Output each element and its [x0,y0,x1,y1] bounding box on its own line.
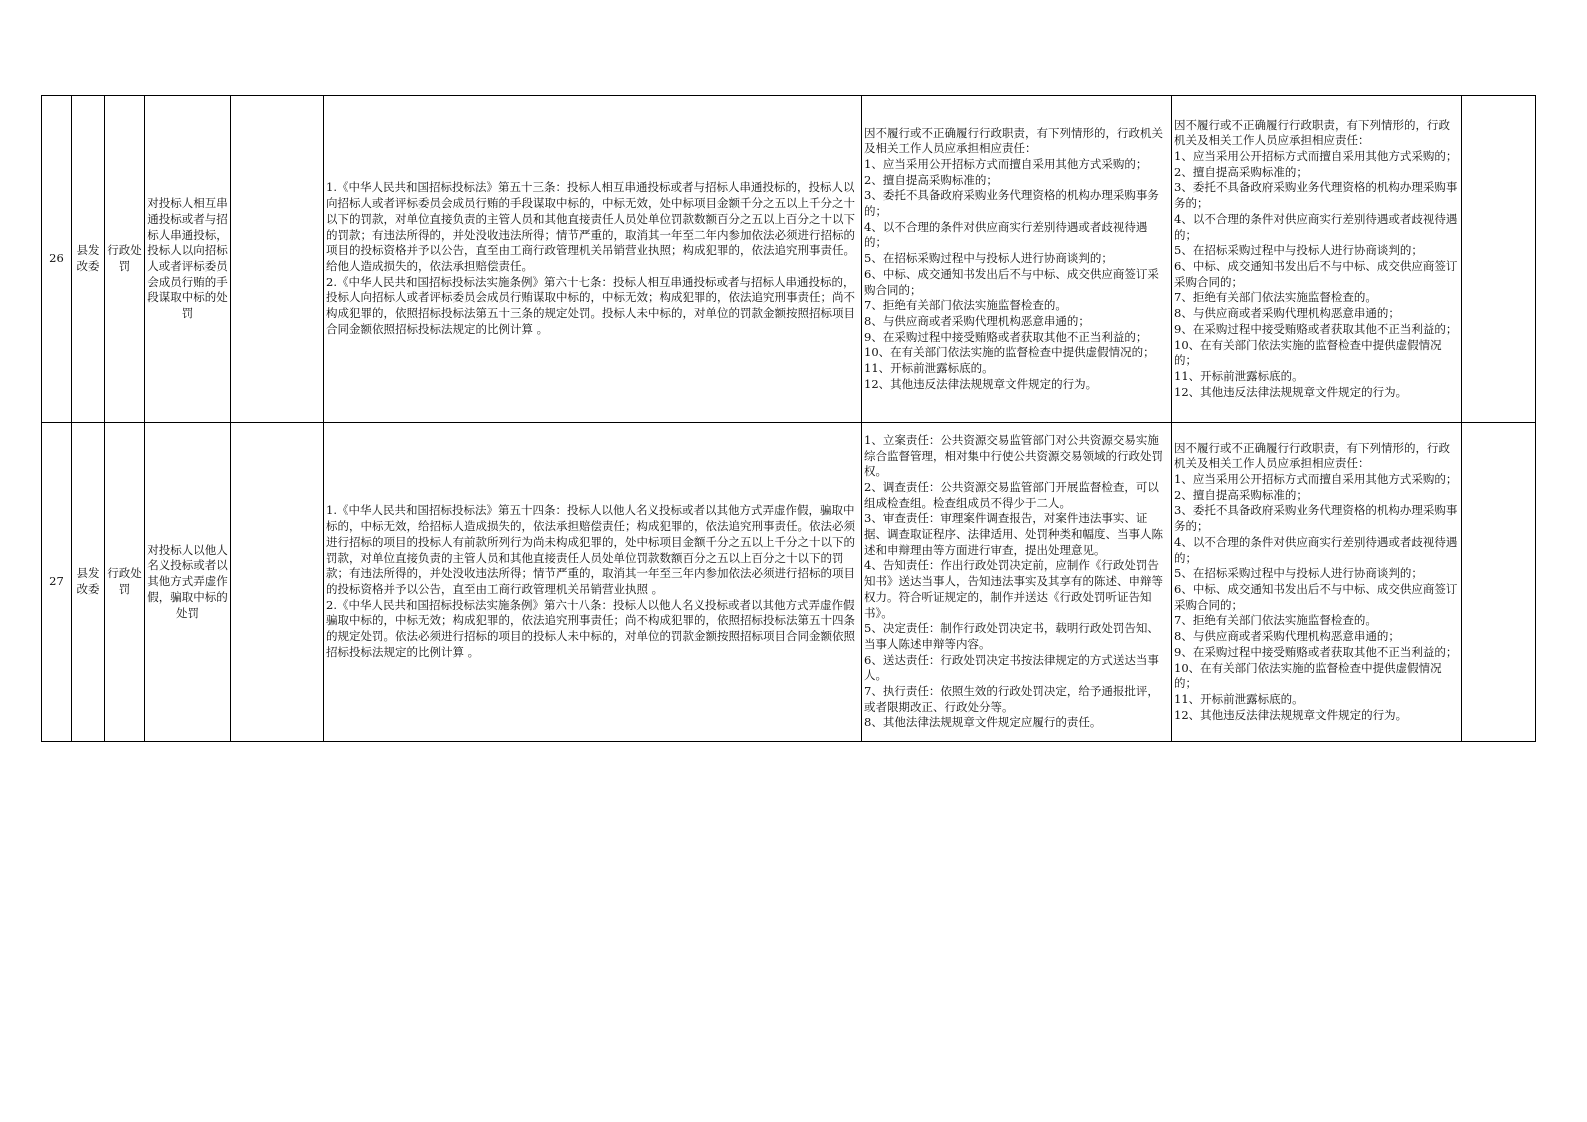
responsibility-line: 1、立案责任：公共资源交易监管部门对公共资源交易实施综合监督管理，相对集中行使公共资源交易领域的行政处罚权。 [864,432,1163,479]
responsibility-line: 1、应当采用公开招标方式而擅自采用其他方式采购的； [864,156,1148,171]
remark-cell [1462,96,1536,423]
responsibility-line: 9、在采购过程中接受贿赂或者获取其他不正当利益的； [864,329,1148,344]
power-type-cell: 行政处罚 [105,96,145,423]
basis-paragraph: 1.《中华人民共和国招标投标法》第五十三条：投标人相互串通投标或者与招标人串通投标的，投标人以向招标人或者评标委员会成员行贿的手段谋取中标的，中标无效，处中标项目金额千分之五以上千分之十以下的罚款，对单位直接负责的主管人员和其他直接责任人员处单位罚款数额百分之五以上百分之十以下的罚款；有违法所得的，并处没收违法所得；情节严重的，取消其一年至二年内参加依法必须进行招标的项目的投标资格并予以公告，直至由工商行政管理机关吊销营业执照；构成犯罪的，依法追究刑事责任。给他人造成损失的，依法承担赔偿责任。 [326,180,855,273]
liability-line: 10、在有关部门依法实施的监督检查中提供虚假情况的； [1174,660,1442,691]
responsibility-cell [862,423,1172,742]
liability-cell [1172,96,1462,423]
item-name-cell: 对投标人相互串通投标或者与招标人串通投标，投标人以向招标人或者评标委员会成员行贿的手段谋取中标的处罚 [145,96,231,423]
basis-paragraph: 2.《中华人民共和国招标投标法实施条例》第六十七条：投标人相互串通投标或者与招标人串通投标的，投标人向招标人或者评标委员会成员行贿谋取中标的，中标无效；构成犯罪的，依法追究刑事责任；尚不构成犯罪的，依照招标投标法第五十三条的规定处罚。投标人未中标的，对单位的罚款金额按照招标项目合同金额依照招标投标法规定的比例计算 。 [326,274,855,336]
responsibility-line: 12、其他违反法律法规规章文件规定的行为。 [864,376,1098,391]
subitem-cell [231,423,324,742]
table-row [42,96,1536,423]
responsibility-line: 7、执行责任：依照生效的行政处罚决定，给予通报批评，或者限期改正、行政处分等。 [864,684,1159,714]
power-type-cell: 行政处罚 [105,423,145,742]
row-index: 26 [42,96,72,423]
responsibility-line: 5、在招标采购过程中与投标人进行协商谈判的； [864,251,1113,266]
table-row [42,423,1536,742]
responsibility-line: 4、告知责任：作出行政处罚决定前，应制作《行政处罚告知书》送达当事人，告知违法事实及其享有的陈述、申辩等权力。符合听证规定的，制作并送达《行政处罚听证告知书》。 [864,558,1163,620]
row-index: 27 [42,423,72,742]
remark-cell [1462,423,1536,742]
responsibility-line: 10、在有关部门依法实施的监督检查中提供虚假情况的； [864,345,1155,360]
liability-line: 7、拒绝有关部门依法实施监督检查的。 [1174,290,1377,305]
basis-paragraph: 1.《中华人民共和国招标投标法》第五十四条：投标人以他人名义投标或者以其他方式弄虚作假，骗取中标的，中标无效，给招标人造成损失的，依法承担赔偿责任；构成犯罪的，依法追究刑事责任。依法必须进行招标的项目的投标人有前款所列行为尚未构成犯罪的，处中标项目金额千分之五以上千分之十以下的罚款，对单位直接负责的主管人员和其他直接责任人员处单位罚款数额百分之五以上百分之十以下的罚款；有违法所得的，并处没收违法所得；情节严重的，取消其一年至三年内参加依法必须进行招标的项目的投标资格并予以公告，直至由工商行政管理机关吊销营业执照 。 [326,503,855,596]
liability-line: 4、以不合理的条件对供应商实行差别待遇或者歧视待遇的； [1174,534,1458,565]
liability-line: 5、在招标采购过程中与投标人进行协商谈判的； [1174,566,1423,581]
responsibility-line: 6、送达责任：行政处罚决定书按法律规定的方式送达当事人。 [864,652,1159,683]
responsibility-line: 8、与供应商或者采购代理机构恶意串通的； [864,313,1090,328]
responsibility-line: 因不履行或不正确履行行政职责，有下列情形的，行政机关及相关工作人员应承担相应责任： [864,125,1163,156]
liability-line: 10、在有关部门依法实施的监督检查中提供虚假情况的； [1174,337,1442,368]
department-cell: 县发改委 [72,96,105,423]
responsibility-line: 8、其他法律法规规章文件规定应履行的责任。 [864,715,1102,730]
responsibility-line: 5、决定责任：制作行政处罚决定书，载明行政处罚告知、当事人陈述申辩等内容。 [864,621,1159,651]
liability-line: 9、在采购过程中接受贿赂或者获取其他不正当利益的； [1174,321,1458,336]
liability-line: 2、擅自提高采购标准的； [1174,487,1308,502]
responsibility-cell [862,96,1172,423]
penalty-table [41,95,1536,742]
responsibility-line: 3、委托不具备政府采购业务代理资格的机构办理采购事务的； [864,188,1159,219]
liability-line: 因不履行或不正确履行行政职责，有下列情形的，行政机关及相关工作人员应承担相应责任： [1174,117,1450,148]
responsibility-line: 7、拒绝有关部门依法实施监督检查的。 [864,298,1067,313]
legal-basis-cell [324,96,862,423]
liability-line: 9、在采购过程中接受贿赂或者获取其他不正当利益的； [1174,644,1458,659]
liability-line: 6、中标、成交通知书发出后不与中标、成交供应商签订采购合同的； [1174,259,1458,289]
liability-line: 3、委托不具备政府采购业务代理资格的机构办理采购事务的； [1174,180,1458,211]
responsibility-line: 4、以不合理的条件对供应商实行差别待遇或者歧视待遇的； [864,219,1148,250]
liability-line: 3、委托不具备政府采购业务代理资格的机构办理采购事务的； [1174,503,1458,534]
liability-line: 7、拒绝有关部门依法实施监督检查的。 [1174,613,1377,628]
liability-line: 8、与供应商或者采购代理机构恶意串通的； [1174,306,1400,321]
liability-line: 12、其他违反法律法规规章文件规定的行为。 [1174,707,1408,722]
liability-line: 6、中标、成交通知书发出后不与中标、成交供应商签订采购合同的； [1174,582,1458,612]
liability-line: 12、其他违反法律法规规章文件规定的行为。 [1174,384,1408,399]
liability-line: 1、应当采用公开招标方式而擅自采用其他方式采购的； [1174,149,1458,164]
responsibility-line: 6、中标、成交通知书发出后不与中标、成交供应商签订采购合同的； [864,266,1159,297]
liability-line: 1、应当采用公开招标方式而擅自采用其他方式采购的； [1174,472,1458,487]
liability-line: 因不履行或不正确履行行政职责，有下列情形的，行政机关及相关工作人员应承担相应责任： [1174,440,1450,471]
subitem-cell [231,96,324,423]
liability-line: 5、在招标采购过程中与投标人进行协商谈判的； [1174,243,1423,258]
liability-cell [1172,423,1462,742]
responsibility-line: 2、调查责任：公共资源交易监管部门开展监督检查，可以组成检查组。检查组成员不得少于二人。 [864,479,1159,510]
responsibility-line: 2、擅自提高采购标准的； [864,172,998,187]
responsibility-line: 3、审查责任：审理案件调查报告，对案件违法事实、证据、调查取证程序、法律适用、处罚种类和幅度、当事人陈述和申辩理由等方面进行审查，提出处理意见。 [864,511,1163,557]
liability-line: 2、擅自提高采购标准的； [1174,164,1308,179]
basis-paragraph: 2.《中华人民共和国招标投标法实施条例》第六十八条：投标人以他人名义投标或者以其他方式弄虚作假骗取中标的，中标无效；构成犯罪的，依法追究刑事责任；尚不构成犯罪的，依照招标投标法第五十四条的规定处罚。依法必须进行招标的项目的投标人未中标的，对单位的罚款金额按照招标项目合同金额依照招标投标法规定的比例计算 。 [326,597,855,659]
liability-line: 11、开标前泄露标底的。 [1174,691,1304,706]
liability-line: 11、开标前泄露标底的。 [1174,368,1304,383]
liability-line: 8、与供应商或者采购代理机构恶意串通的； [1174,629,1400,644]
department-cell: 县发改委 [72,423,105,742]
liability-line: 4、以不合理的条件对供应商实行差别待遇或者歧视待遇的； [1174,211,1458,242]
responsibility-line: 11、开标前泄露标底的。 [864,361,994,376]
legal-basis-cell [324,423,862,742]
item-name-cell: 对投标人以他人名义投标或者以其他方式弄虚作假，骗取中标的处罚 [145,423,231,742]
